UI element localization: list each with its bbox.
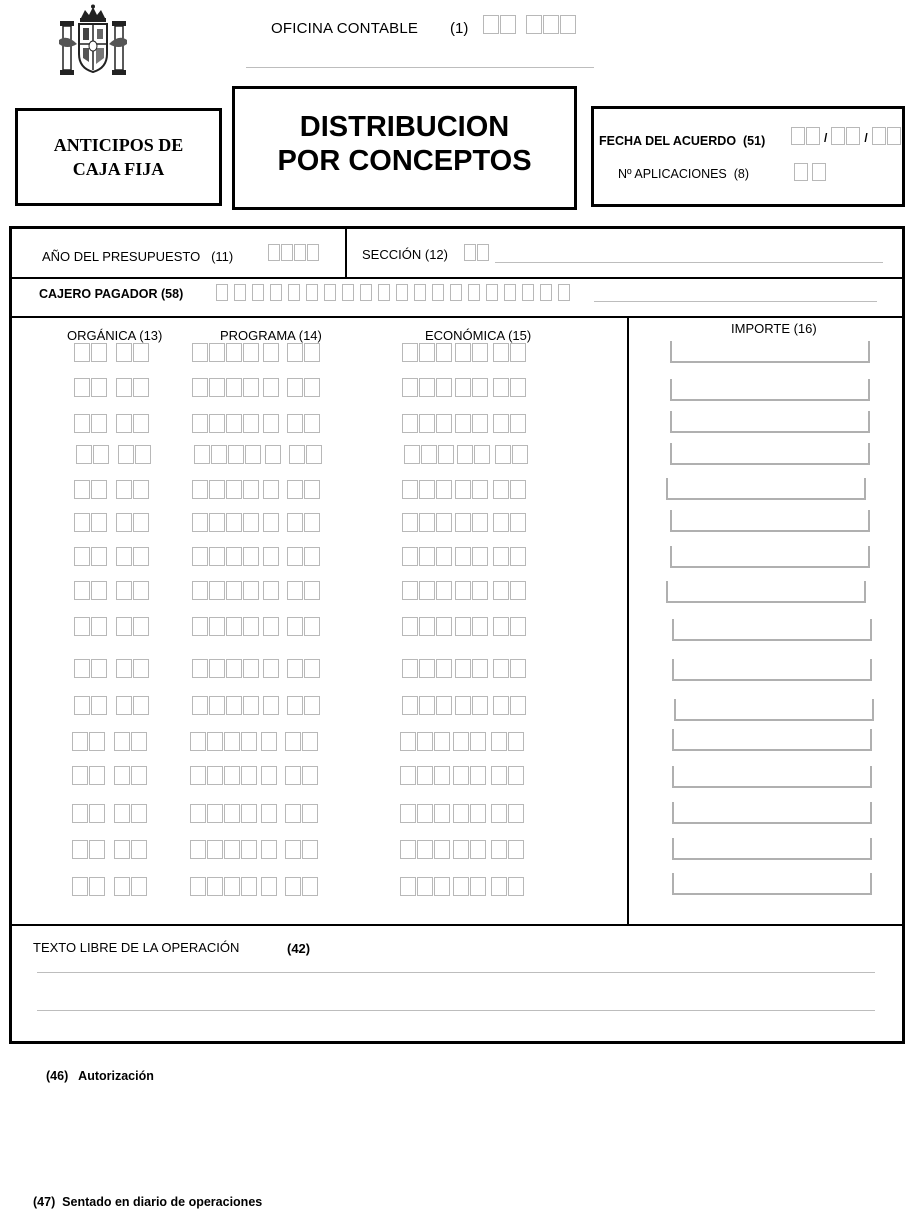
economica-input[interactable] [491,732,525,751]
texto-libre-line[interactable] [37,972,875,973]
programa-input[interactable] [285,877,319,896]
economica-input[interactable] [455,513,489,532]
organica-input[interactable] [74,480,108,499]
cajero-pagador-box[interactable] [342,284,354,301]
cajero-pagador-box[interactable] [396,284,408,301]
cajero-pagador-box[interactable] [540,284,552,301]
economica-input[interactable] [453,877,487,896]
economica-input[interactable] [453,732,487,751]
cajero-pagador-box[interactable] [378,284,390,301]
sentado-diario-label: (47) Sentado en diario de operaciones [33,1195,263,1209]
programa-input[interactable] [287,659,321,678]
ano-presupuesto-label: AÑO DEL PRESUPUESTO (11) [42,249,234,264]
economica-input[interactable] [402,378,453,397]
economica-input[interactable] [493,696,527,715]
title-box [232,86,577,210]
divider-line [12,277,902,279]
divider-line [345,229,347,277]
column-header-economica: ECONÓMICA (15) [425,328,532,343]
texto-libre-number: (42) [287,941,311,956]
cajero-pagador-box[interactable] [414,284,426,301]
cajero-pagador-input[interactable] [216,284,571,301]
organica-input[interactable] [74,659,108,678]
programa-input[interactable] [261,804,278,823]
programa-input[interactable] [261,732,278,751]
importe-input[interactable] [672,838,872,860]
organica-input[interactable] [114,840,148,859]
programa-input[interactable] [263,414,280,433]
title-line-1: DISTRIBUCION [299,111,510,143]
organica-input[interactable] [72,840,106,859]
economica-input[interactable] [453,804,487,823]
economica-input[interactable] [491,766,525,785]
importe-input[interactable] [670,411,870,433]
programa-input[interactable] [263,617,280,636]
economica-input[interactable] [455,659,489,678]
organica-input[interactable] [72,804,106,823]
economica-input[interactable] [402,513,453,532]
economica-input[interactable] [455,378,489,397]
aplicacion-row [12,804,624,826]
importe-input[interactable] [670,379,870,401]
column-header-organica: ORGÁNICA (13) [67,328,163,343]
organica-input[interactable] [74,617,108,636]
aplicacion-row [12,696,624,718]
organica-input[interactable] [114,766,148,785]
economica-input[interactable] [402,414,453,433]
organica-input[interactable] [114,877,148,896]
programa-input[interactable] [287,581,321,600]
importe-input[interactable] [672,873,872,895]
programa-input[interactable] [190,877,258,896]
economica-input[interactable] [453,840,487,859]
programa-input[interactable] [192,378,260,397]
seccion-label: SECCIÓN (12) [362,247,448,262]
economica-input[interactable] [493,343,527,362]
economica-input[interactable] [402,581,453,600]
oficina-contable-label: OFICINA CONTABLE [271,20,419,37]
importe-input[interactable] [672,729,872,751]
aplicacion-row [12,343,624,365]
programa-input[interactable] [261,766,278,785]
divider-line [12,316,902,318]
fecha-acuerdo-input[interactable] [791,127,902,145]
programa-input[interactable] [192,617,260,636]
organica-input[interactable] [74,414,108,433]
programa-input[interactable] [261,840,278,859]
aplicacion-row [12,877,624,899]
economica-input[interactable] [400,732,451,751]
aplicacion-row [12,480,624,502]
programa-input[interactable] [285,840,319,859]
economica-input[interactable] [493,480,527,499]
aplicacion-row [12,581,624,603]
programa-input[interactable] [192,480,260,499]
economica-input[interactable] [455,696,489,715]
economica-input[interactable] [455,581,489,600]
economica-input[interactable] [455,414,489,433]
cajero-pagador-label: CAJERO PAGADOR (58) [39,287,184,301]
organica-input[interactable] [114,804,148,823]
cajero-pagador-box[interactable] [522,284,534,301]
programa-input[interactable] [190,732,258,751]
aplicacion-row [12,659,624,681]
economica-input[interactable] [491,877,525,896]
organica-input[interactable] [72,877,106,896]
organica-input[interactable] [74,513,108,532]
economica-input[interactable] [402,480,453,499]
programa-input[interactable] [190,804,258,823]
organica-input[interactable] [74,581,108,600]
divider-line [12,924,902,926]
importe-input[interactable] [670,443,870,465]
economica-input[interactable] [455,617,489,636]
organica-input[interactable] [74,547,108,566]
fecha-acuerdo-label: FECHA DEL ACUERDO (51) [599,134,766,148]
programa-input[interactable] [192,581,260,600]
programa-input[interactable] [287,378,321,397]
aplicacion-row [12,378,624,400]
programa-input[interactable] [263,513,280,532]
importe-input[interactable] [674,699,874,721]
anticipos-caja-fija-box [15,108,222,206]
importe-input[interactable] [666,581,866,603]
economica-input[interactable] [493,581,527,600]
coat-of-arms-icon [55,4,131,80]
economica-input[interactable] [402,547,453,566]
aplicacion-row [12,840,624,862]
economica-input[interactable] [455,480,489,499]
programa-input[interactable] [287,513,321,532]
cajero-pagador-box[interactable] [432,284,444,301]
aplicacion-row [12,617,624,639]
oficina-contable-boxes[interactable] [483,15,577,34]
date-slash-1: / [824,131,828,145]
economica-input[interactable] [404,445,455,464]
programa-input[interactable] [194,445,262,464]
organica-input[interactable] [118,445,152,464]
economica-input[interactable] [400,840,451,859]
programa-input[interactable] [263,696,280,715]
programa-input[interactable] [287,696,321,715]
economica-input[interactable] [493,414,527,433]
economica-input[interactable] [491,804,525,823]
importe-input[interactable] [670,341,870,363]
aplicacion-row [12,766,624,788]
economica-input[interactable] [491,840,525,859]
column-header-programa: PROGRAMA (14) [220,328,322,343]
cajero-pagador-box[interactable] [306,284,318,301]
importe-input[interactable] [670,510,870,532]
organica-input[interactable] [114,732,148,751]
importe-input[interactable] [672,802,872,824]
cajero-pagador-box[interactable] [288,284,300,301]
organica-input[interactable] [74,378,108,397]
column-header-importe: IMPORTE (16) [731,321,817,336]
aplicacion-row [12,732,624,754]
economica-input[interactable] [493,547,527,566]
cajero-pagador-box[interactable] [486,284,498,301]
aplicacion-row [12,513,624,535]
seccion-input[interactable] [464,244,490,261]
main-form-frame [9,226,905,1044]
programa-input[interactable] [192,513,260,532]
oficina-contable-line [246,67,594,68]
programa-input[interactable] [263,659,280,678]
organica-input[interactable] [116,659,150,678]
cajero-pagador-box[interactable] [558,284,570,301]
programa-input[interactable] [285,766,319,785]
texto-libre-line[interactable] [37,1010,875,1011]
anticipos-line-1: ANTICIPOS DE [53,135,184,155]
organica-input[interactable] [76,445,110,464]
economica-input[interactable] [457,445,491,464]
organica-input[interactable] [72,766,106,785]
programa-input[interactable] [263,547,280,566]
texto-libre-label: TEXTO LIBRE DE LA OPERACIÓN [33,940,240,955]
programa-input[interactable] [263,378,280,397]
importe-input[interactable] [666,478,866,500]
programa-input[interactable] [190,766,258,785]
programa-input[interactable] [265,445,282,464]
anticipos-line-2: CAJA FIJA [72,159,165,179]
programa-input[interactable] [192,659,260,678]
programa-input[interactable] [287,414,321,433]
cajero-pagador-box[interactable] [468,284,480,301]
programa-input[interactable] [287,343,321,362]
cajero-pagador-box[interactable] [216,284,228,301]
economica-input[interactable] [402,343,453,362]
organica-input[interactable] [116,414,150,433]
seccion-description-line [495,262,883,263]
programa-input[interactable] [263,480,280,499]
programa-input[interactable] [190,840,258,859]
programa-input[interactable] [285,732,319,751]
economica-input[interactable] [402,696,453,715]
economica-input[interactable] [400,804,451,823]
organica-input[interactable] [116,480,150,499]
programa-input[interactable] [261,877,278,896]
organica-input[interactable] [74,696,108,715]
importe-input[interactable] [672,766,872,788]
programa-input[interactable] [287,480,321,499]
date-slash-2: / [864,131,868,145]
programa-input[interactable] [263,581,280,600]
cajero-pagador-box[interactable] [450,284,462,301]
cajero-pagador-box[interactable] [252,284,264,301]
aplicacion-row [12,547,624,569]
cajero-pagador-box[interactable] [234,284,246,301]
cajero-pagador-line [594,301,877,302]
autorizacion-label: (46) Autorización [46,1069,154,1083]
economica-input[interactable] [455,343,489,362]
economica-input[interactable] [493,513,527,532]
economica-input[interactable] [493,378,527,397]
organica-input[interactable] [116,617,150,636]
cajero-pagador-box[interactable] [504,284,516,301]
economica-input[interactable] [455,547,489,566]
fecha-acuerdo-box [591,106,905,207]
programa-input[interactable] [263,343,280,362]
importe-input[interactable] [670,546,870,568]
title-line-2: POR CONCEPTOS [277,145,532,177]
organica-input[interactable] [116,513,150,532]
aplicacion-row [12,445,624,467]
economica-input[interactable] [400,766,451,785]
aplicaciones-input[interactable] [794,163,827,181]
programa-input[interactable] [285,804,319,823]
ano-presupuesto-input[interactable] [268,244,320,261]
economica-input[interactable] [400,877,451,896]
programa-input[interactable] [192,414,260,433]
organica-input[interactable] [116,696,150,715]
importe-input[interactable] [672,659,872,681]
organica-input[interactable] [116,547,150,566]
economica-input[interactable] [495,445,529,464]
cajero-pagador-box[interactable] [324,284,336,301]
cajero-pagador-box[interactable] [270,284,282,301]
importe-input[interactable] [672,619,872,641]
aplicaciones-label: Nº APLICACIONES (8) [618,167,749,181]
organica-input[interactable] [74,343,108,362]
economica-input[interactable] [402,659,453,678]
oficina-contable-number: (1) [450,20,469,37]
organica-input[interactable] [72,732,106,751]
programa-input[interactable] [287,617,321,636]
organica-input[interactable] [116,343,150,362]
organica-input[interactable] [116,581,150,600]
divider-line [627,318,629,924]
programa-input[interactable] [289,445,323,464]
cajero-pagador-box[interactable] [360,284,372,301]
programa-input[interactable] [192,343,260,362]
programa-input[interactable] [192,696,260,715]
organica-input[interactable] [116,378,150,397]
programa-input[interactable] [287,547,321,566]
economica-input[interactable] [402,617,453,636]
economica-input[interactable] [493,659,527,678]
aplicacion-row [12,414,624,436]
programa-input[interactable] [192,547,260,566]
economica-input[interactable] [493,617,527,636]
economica-input[interactable] [453,766,487,785]
